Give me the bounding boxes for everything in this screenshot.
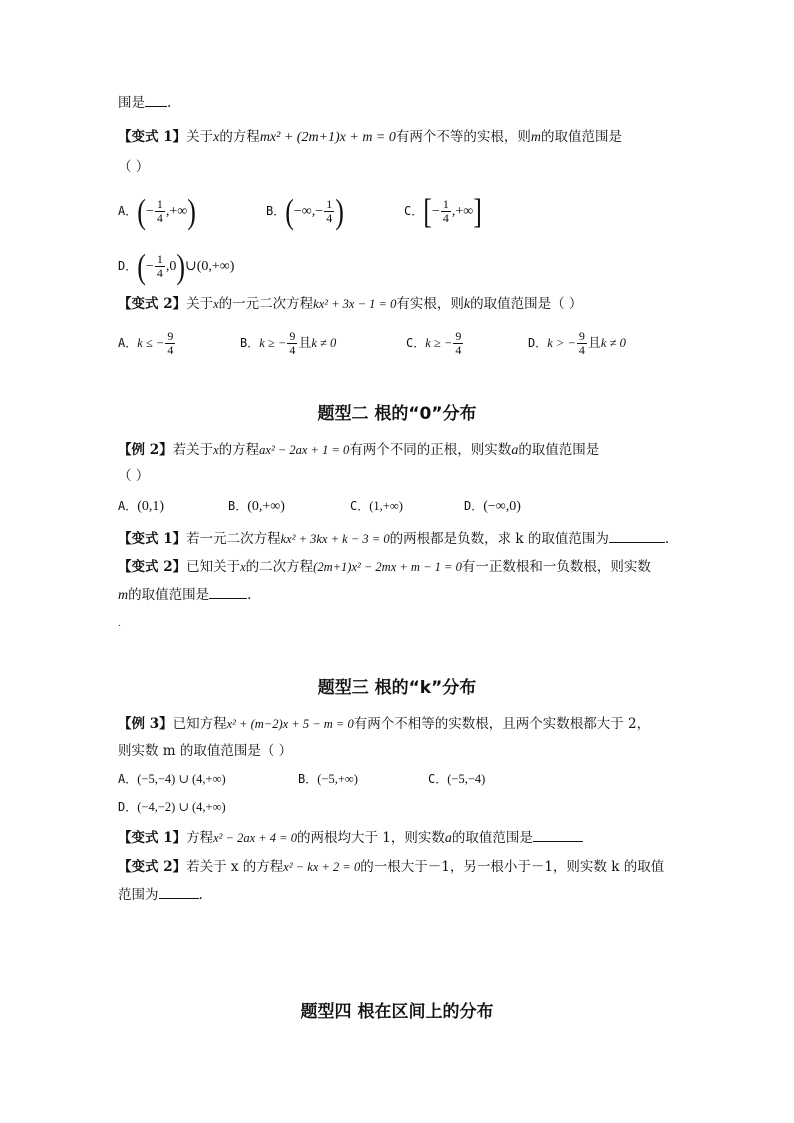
section-heading-4: 题型四 根在区间上的分布	[300, 1002, 494, 1022]
question-tag: 【变式 1】	[118, 531, 187, 547]
equation: (2m+1)x² − 2mx + m − 1 = 0	[313, 560, 462, 574]
section-heading-3: 题型三 根的“k”分布	[317, 678, 477, 698]
option-b[interactable]: B．(−∞,− $\frac{1}{4}$ )	[266, 191, 344, 231]
option-b[interactable]: B．(−5,+∞)	[298, 772, 358, 786]
option-a[interactable]: A．(−5,−4) ∪ (4,+∞)	[118, 772, 226, 786]
variant-1-question: 【变式 1】关于x的方程mx² + (2m+1)x + m = 0有两个不等的实根，则m的取值范围是	[118, 129, 623, 145]
answer-blank	[159, 884, 199, 899]
question-tag: 【变式 2】	[118, 296, 187, 312]
option-c[interactable]: C．k ≥ − $\frac{9}{4}$	[406, 329, 462, 357]
variant-3-2-question: 【变式 2】若关于 x 的方程x² − kx + 2 = 0的一根大于－1，另一根小于－1，则实数 k 的取值	[118, 859, 665, 875]
equation: kx² + 3kx + k − 3 = 0	[280, 532, 390, 546]
variant-3-2-line2: 范围为 .	[118, 884, 203, 905]
answer-blank	[609, 528, 665, 543]
answer-paren: （ ）	[118, 468, 150, 484]
equation: x² − 2ax + 4 = 0	[213, 831, 297, 845]
option-a[interactable]: A．k ≤ − $\frac{9}{4}$	[118, 329, 174, 357]
intro-line: 围是 .	[118, 92, 171, 113]
option-c[interactable]: C．(−5,−4)	[428, 772, 486, 786]
variant-2-1-question: 【变式 1】若一元二次方程kx² + 3kx + k − 3 = 0的两根都是负数，求 k 的取值范围为 .	[118, 528, 669, 549]
variant-2-2-question: 【变式 2】已知关于x的二次方程(2m+1)x² − 2mx + m − 1 = 0有一正数根和一负数根，则实数	[118, 559, 651, 575]
option-d[interactable]: D．(− $\frac{1}{4}$ ,0)∪(0,+∞)	[118, 246, 235, 286]
answer-blank	[145, 92, 167, 107]
stray-dot: .	[118, 619, 121, 629]
option-c[interactable]: C．(1,+∞)	[350, 499, 403, 513]
equation: ax² − 2ax + 1 = 0	[259, 443, 350, 457]
equation: x² − kx + 2 = 0	[283, 860, 361, 874]
option-d[interactable]: D．k > − $\frac{9}{4}$ 且k ≠ 0	[528, 329, 626, 357]
example-3-question: 【例 3】已知方程x² + (m−2)x + 5 − m = 0有两个不相等的实数根，且两个实数根都大于 2，	[118, 716, 651, 732]
question-tag: 【变式 1】	[118, 830, 187, 846]
equation: kx² + 3x − 1 = 0	[313, 297, 397, 311]
question-tag: 【例 2】	[118, 442, 173, 458]
variant-2-2-line2: m的取值范围是 .	[118, 584, 251, 606]
example-2-question: 【例 2】若关于x的方程ax² − 2ax + 1 = 0有两个不同的正根，则实数a的取值范围是	[118, 442, 600, 458]
option-d[interactable]: D．(−4,−2) ∪ (4,+∞)	[118, 800, 226, 814]
question-tag: 【变式 2】	[118, 859, 187, 875]
question-tag: 【变式 2】	[118, 559, 187, 575]
answer-blank	[209, 584, 247, 599]
option-d[interactable]: D．(−∞,0)	[464, 499, 521, 514]
option-a[interactable]: A．(− $\frac{1}{4}$ ,+∞)	[118, 191, 196, 231]
option-c[interactable]: C．[− $\frac{1}{4}$ ,+∞]	[404, 191, 482, 231]
variant-3-1-question: 【变式 1】方程x² − 2ax + 4 = 0的两根均大于 1，则实数a的取值范围是	[118, 827, 583, 849]
question-tag: 【例 3】	[118, 716, 173, 732]
answer-paren: （ ）	[118, 159, 150, 175]
equation: mx² + (2m+1)x + m = 0	[259, 130, 396, 145]
option-b[interactable]: B．k ≥ − $\frac{9}{4}$ 且k ≠ 0	[240, 329, 337, 357]
option-b[interactable]: B．(0,+∞)	[228, 499, 285, 514]
section-heading-2: 题型二 根的“0”分布	[317, 404, 477, 424]
example-3-line2: 则实数 m 的取值范围是（ ）	[118, 743, 293, 759]
answer-blank	[533, 827, 583, 842]
question-tag: 【变式 1】	[118, 129, 187, 145]
equation: x² + (m−2)x + 5 − m = 0	[226, 717, 354, 731]
option-a[interactable]: A．(0,1)	[118, 499, 165, 514]
variant-2-question: 【变式 2】关于x的一元二次方程kx² + 3x − 1 = 0有实根，则k的取值范围是（ ）	[118, 296, 583, 312]
